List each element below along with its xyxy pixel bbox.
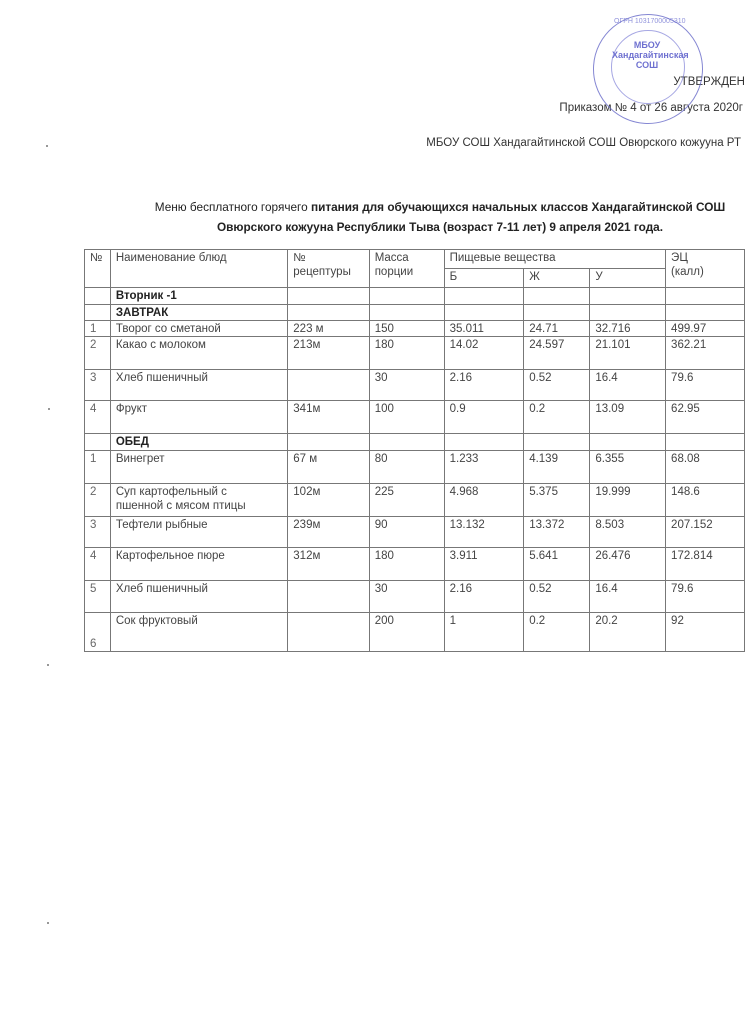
header-fat: Ж [524,269,590,288]
recipe-number: 67 м [288,451,369,484]
section-label-lunch: ОБЕД [110,434,287,451]
fat-value: 24.597 [524,337,590,370]
portion-mass: 150 [369,321,444,337]
fat-value: 0.52 [524,370,590,401]
stamp-center-text: МБОУ Хандагайтинская СОШ [612,40,689,70]
header-num: № [85,250,111,288]
header-recipe-line2: рецептуры [293,266,351,278]
energy-value: 92 [666,613,745,652]
approval-title: УТВЕРЖДЕН [673,76,745,88]
menu-title [130,197,745,237]
fat-value: 0.2 [524,401,590,434]
portion-mass: 200 [369,613,444,652]
portion-mass: 225 [369,484,444,517]
dish-name: Картофельное пюре [110,548,287,581]
lunch-rows [85,451,745,652]
carbs-value: 6.355 [590,451,666,484]
recipe-number [288,370,369,401]
table-row [85,370,745,401]
row-number: 5 [85,581,111,613]
row-number: 1 [85,451,111,484]
header-energy-line1: ЭЦ [671,252,688,264]
table-row [85,517,745,548]
protein-value: 1 [444,613,524,652]
breakfast-rows [85,321,745,434]
header-energy [666,250,745,288]
protein-value: 14.02 [444,337,524,370]
header-nutrients: Пищевые вещества [444,250,665,269]
protein-value: 1.233 [444,451,524,484]
energy-value: 62.95 [666,401,745,434]
protein-value: 4.968 [444,484,524,517]
approval-school: МБОУ СОШ Хандагайтинской СОШ Овюрского кожууна РТ [426,137,741,149]
approval-order: Приказом № 4 от 26 августа 2020г [559,102,743,114]
recipe-number: 239м [288,517,369,548]
recipe-number: 341м [288,401,369,434]
scan-speck [47,664,49,666]
portion-mass: 90 [369,517,444,548]
recipe-number [288,613,369,652]
row-number: 2 [85,337,111,370]
energy-value: 362.21 [666,337,745,370]
recipe-number: 312м [288,548,369,581]
header-carbs: У [590,269,666,288]
row-number: 2 [85,484,111,517]
menu-title-line2: Овюрского кожууна Республики Тыва (возраст 7-11 лет) 9 апреля 2021 года. [216,220,664,234]
energy-value: 79.6 [666,581,745,613]
header-protein: Б [444,269,524,288]
protein-value: 3.911 [444,548,524,581]
carbs-value: 8.503 [590,517,666,548]
fat-value: 13.372 [524,517,590,548]
protein-value: 2.16 [444,581,524,613]
carbs-value: 32.716 [590,321,666,337]
table-row [85,581,745,613]
header-mass-line1: Масса [374,252,409,264]
scan-speck [46,145,48,147]
header-mass [369,250,444,288]
dish-name: Хлеб пшеничный [110,370,287,401]
menu-title-line1 [130,197,745,217]
header-recipe [288,250,369,288]
portion-mass: 180 [369,337,444,370]
table-row [85,321,745,337]
protein-value: 0.9 [444,401,524,434]
row-number: 6 [85,613,111,652]
energy-value: 499.97 [666,321,745,337]
protein-value: 2.16 [444,370,524,401]
section-label-breakfast: ЗАВТРАК [110,305,287,321]
menu-title-prefix: Меню бесплатного горячего [154,200,311,214]
energy-value: 68.08 [666,451,745,484]
header-recipe-line1: № [293,252,306,264]
carbs-value: 19.999 [590,484,666,517]
table-row [85,613,745,652]
recipe-number: 102м [288,484,369,517]
protein-value: 13.132 [444,517,524,548]
row-number: 3 [85,517,111,548]
scan-speck [47,922,49,924]
day-label: Вторник -1 [110,288,287,305]
table-row [85,548,745,581]
stamp-ring-text: ОГРН 1031700005310 [614,18,686,25]
dish-name-line2: пшенной с мясом птицы [115,500,246,512]
carbs-value: 26.476 [590,548,666,581]
section-row-lunch [85,434,745,451]
energy-value: 172.814 [666,548,745,581]
fat-value: 5.641 [524,548,590,581]
header-energy-line2: (калл) [671,266,704,278]
energy-value: 148.6 [666,484,745,517]
portion-mass: 80 [369,451,444,484]
dish-name: Фрукт [110,401,287,434]
row-number: 4 [85,548,111,581]
carbs-value: 20.2 [590,613,666,652]
table-header-row-1 [85,250,745,269]
menu-table [84,249,745,652]
portion-mass: 180 [369,548,444,581]
recipe-number: 213м [288,337,369,370]
scan-speck [48,408,50,410]
row-number: 1 [85,321,111,337]
fat-value: 0.2 [524,613,590,652]
fat-value: 0.52 [524,581,590,613]
carbs-value: 21.101 [590,337,666,370]
row-number: 4 [85,401,111,434]
dish-name: Какао с молоком [110,337,287,370]
portion-mass: 30 [369,370,444,401]
energy-value: 207.152 [666,517,745,548]
portion-mass: 30 [369,581,444,613]
table-row [85,451,745,484]
portion-mass: 100 [369,401,444,434]
header-mass-line2: порции [374,266,414,278]
day-row [85,288,745,305]
menu-title-rest: питания для обучающихся начальных классов Хандагайтинской СОШ [310,200,726,214]
recipe-number [288,581,369,613]
carbs-value: 13.09 [590,401,666,434]
carbs-value: 16.4 [590,581,666,613]
header-name: Наименование блюд [110,250,287,288]
fat-value: 24.71 [524,321,590,337]
dish-name: Сок фруктовый [110,613,287,652]
fat-value: 5.375 [524,484,590,517]
protein-value: 35.011 [444,321,524,337]
energy-value: 79.6 [666,370,745,401]
section-row-breakfast [85,305,745,321]
carbs-value: 16.4 [590,370,666,401]
table-row [85,401,745,434]
dish-name: Тефтели рыбные [110,517,287,548]
table-row [85,484,745,517]
table-row [85,337,745,370]
dish-name: Винегрет [110,451,287,484]
dish-name: Хлеб пшеничный [110,581,287,613]
fat-value: 4.139 [524,451,590,484]
recipe-number: 223 м [288,321,369,337]
dish-name: Творог со сметаной [110,321,287,337]
dish-name [110,484,287,517]
row-number: 3 [85,370,111,401]
dish-name-line1: Суп картофельный с [115,486,227,498]
